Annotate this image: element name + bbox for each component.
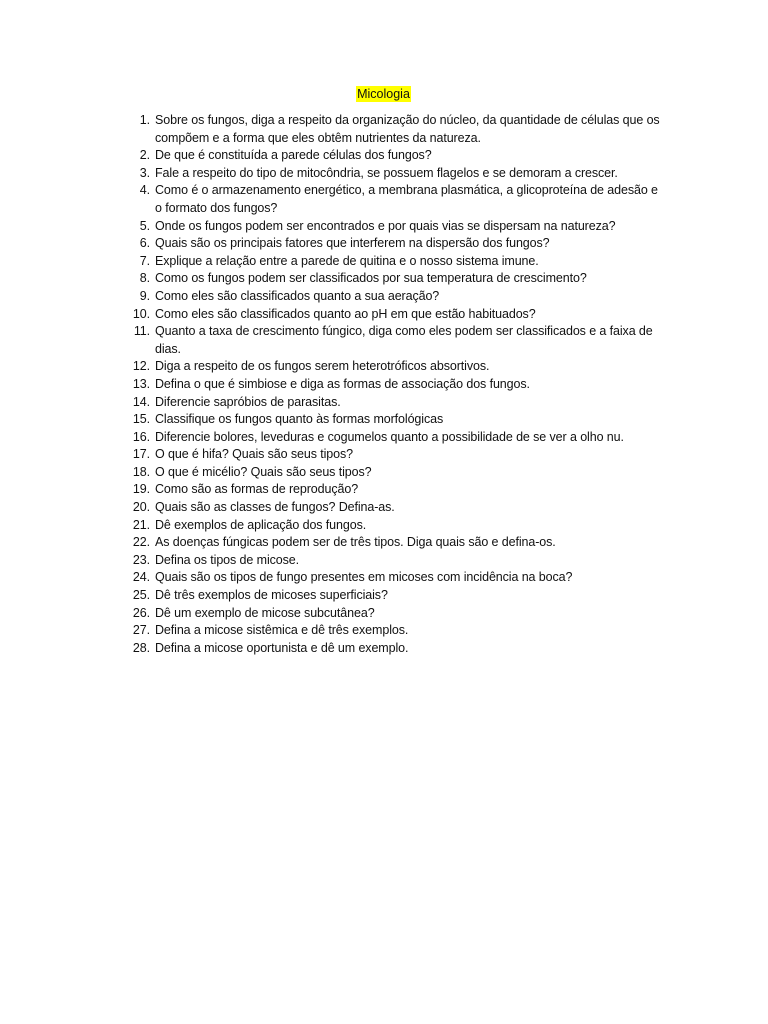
question-number: 27. [132,623,150,638]
question-item [128,517,668,535]
question-text: Quais são os tipos de fungo presentes em micoses com incidência na boca? [155,570,573,585]
question-item [128,464,668,482]
question-text: Como os fungos podem ser classificados por sua temperatura de crescimento? [155,271,587,286]
question-number: 14. [132,394,150,409]
question-number: 28. [132,640,150,655]
question-item [128,218,668,236]
question-item [128,534,668,552]
question-number: 11. [133,324,150,339]
question-text: Quais são os principais fatores que interferem na dispersão dos fungos? [155,236,550,251]
question-text: De que é constituída a parede células dos fungos? [155,148,432,163]
title-container [0,85,768,103]
question-text: Defina a micose sistêmica e dê três exemplos. [155,623,409,638]
question-text: As doenças fúngicas podem ser de três tipos. Diga quais são e defina-os. [155,535,556,550]
question-item [128,376,668,394]
question-item [128,288,668,306]
question-text: Fale a respeito do tipo de mitocôndria, se possuem flagelos e se demoram a crescer. [155,165,618,180]
question-text: Como eles são classificados quanto ao pH em que estão habituados? [155,306,536,321]
question-text: Diferencie bolores, leveduras e cogumelos quanto a possibilidade de se ver a olho nu. [155,429,624,444]
question-number: 13. [132,376,150,391]
question-number: 8. [139,271,150,286]
question-number: 1. [139,113,150,127]
question-text: Defina os tipos de micose. [155,552,300,567]
question-number: 2. [139,148,150,163]
question-number: 15. [132,412,150,427]
question-list [128,112,668,657]
question-text: Diferencie sapróbios de parasitas. [155,394,341,409]
question-number: 18. [132,464,150,479]
question-item [128,499,668,517]
question-item [128,481,668,499]
question-item [128,640,668,658]
question-item [128,253,668,271]
question-number: 4. [139,183,150,198]
question-number: 6. [139,236,150,251]
question-item [128,587,668,605]
question-number: 22. [132,535,150,550]
question-text: Onde os fungos podem ser encontrados e por quais vias se dispersam na natureza? [155,218,616,233]
question-text: Explique a relação entre a parede de quitina e o nosso sistema imune. [155,253,539,268]
question-text: Diga a respeito de os fungos serem heterotróficos absortivos. [155,359,490,374]
question-text: Como é o armazenamento energético, a membrana plasmática, a glicoproteína de adesão e o formato dos fungos? [155,183,658,215]
question-text: Defina o que é simbiose e diga as formas de associação dos fungos. [155,376,530,391]
question-number: 5. [139,218,150,233]
question-text: Quanto a taxa de crescimento fúngico, diga como eles podem ser classificados e a faixa de dias. [155,324,653,356]
question-item [128,605,668,623]
question-item [128,112,668,147]
question-number: 12. [132,359,150,374]
question-item [128,323,668,358]
question-item [128,147,668,165]
question-text: Dê três exemplos de micoses superficiais? [155,588,388,603]
question-number: 21. [132,517,150,532]
question-item [128,552,668,570]
question-number: 24. [132,570,150,585]
question-number: 20. [132,500,150,515]
question-number: 19. [132,482,150,497]
question-number: 7. [139,253,150,268]
question-number: 26. [132,605,150,620]
question-item [128,306,668,324]
question-item [128,182,668,217]
question-item [128,411,668,429]
question-item [128,235,668,253]
question-item [128,429,668,447]
question-number: 3. [139,165,150,180]
question-item [128,394,668,412]
question-item [128,165,668,183]
question-number: 16. [132,429,150,444]
question-number: 23. [132,552,150,567]
question-text: Defina a micose oportunista e dê um exemplo. [155,640,409,655]
question-item [128,270,668,288]
question-text: Como são as formas de reprodução? [155,482,359,497]
question-text: Como eles são classificados quanto a sua aeração? [155,288,440,303]
question-item [128,358,668,376]
document-title: Micologia [357,87,410,101]
question-number: 9. [139,288,150,303]
question-text: Sobre os fungos, diga a respeito da organização do núcleo, da quantidade de células que os compõem e a forma que eles obtêm nutrientes da natureza. [155,113,660,145]
question-text: O que é micélio? Quais são seus tipos? [155,464,372,479]
question-text: O que é hifa? Quais são seus tipos? [155,447,354,462]
question-text: Quais são as classes de fungos? Defina-as. [155,500,395,515]
question-number: 10. [132,306,150,321]
question-item [128,622,668,640]
question-number: 25. [132,588,150,603]
question-text: Classifique os fungos quanto às formas morfológicas [155,412,444,427]
question-item [128,569,668,587]
question-text: Dê um exemplo de micose subcutânea? [155,605,375,620]
question-item [128,446,668,464]
question-text: Dê exemplos de aplicação dos fungos. [155,517,367,532]
question-number: 17. [132,447,150,462]
